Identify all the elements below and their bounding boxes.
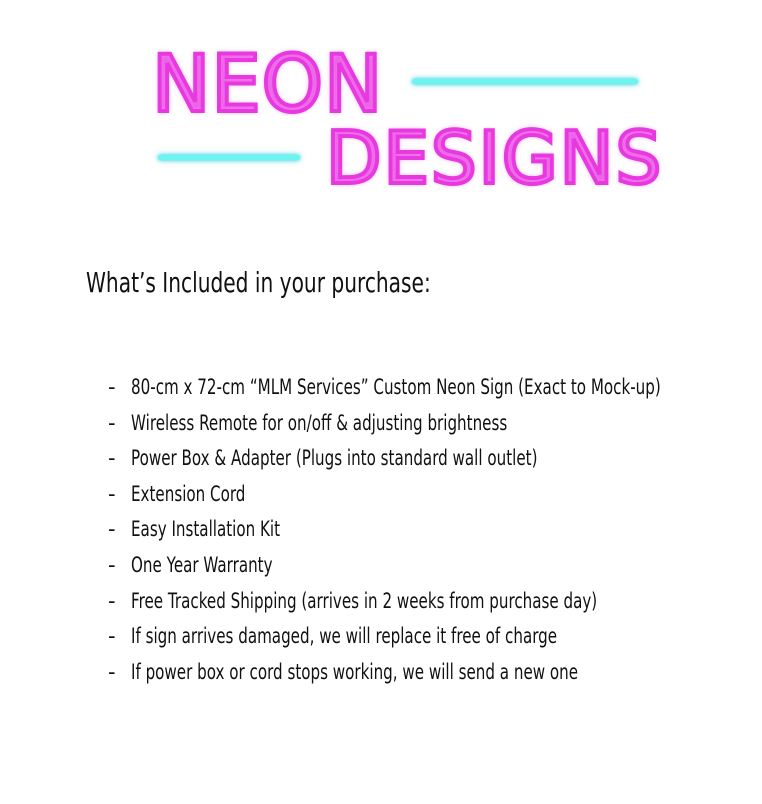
logo-word-designs: DESIGNS bbox=[326, 116, 664, 200]
bullet-dash: - bbox=[108, 410, 116, 435]
logo-neon-bar-bottom bbox=[158, 155, 300, 160]
included-items-list bbox=[108, 370, 728, 690]
logo-neon-bar-top bbox=[412, 79, 638, 84]
list-item-text: Extension Cord bbox=[131, 481, 246, 506]
list-item bbox=[108, 441, 728, 477]
list-item-text: Easy Installation Kit bbox=[131, 517, 281, 542]
page-heading: What’s Included in your purchase: bbox=[86, 266, 431, 299]
bullet-dash: - bbox=[108, 659, 116, 684]
bullet-dash: - bbox=[108, 588, 116, 613]
list-item bbox=[108, 655, 728, 691]
list-item bbox=[108, 370, 728, 406]
list-item bbox=[108, 512, 728, 548]
list-item bbox=[108, 548, 728, 584]
bullet-dash: - bbox=[108, 624, 116, 649]
list-item-text: 80-cm x 72-cm “MLM Services” Custom Neon Sign (Exact to Mock-up) bbox=[131, 375, 661, 399]
neon-designs-logo bbox=[150, 40, 664, 200]
list-item-text: If sign arrives damaged, we will replace it free of charge bbox=[131, 624, 558, 649]
bullet-dash: - bbox=[108, 481, 116, 506]
list-item-text: Wireless Remote for on/off & adjusting brightness bbox=[131, 410, 508, 435]
bullet-dash: - bbox=[108, 446, 116, 471]
bullet-dash: - bbox=[108, 552, 116, 577]
list-item-text: Free Tracked Shipping (arrives in 2 weeks from purchase day) bbox=[131, 588, 598, 613]
bullet-dash: - bbox=[108, 517, 116, 542]
list-item bbox=[108, 406, 728, 442]
list-item bbox=[108, 619, 728, 655]
list-item-text: One Year Warranty bbox=[131, 552, 273, 577]
list-item-text: If power box or cord stops working, we will send a new one bbox=[131, 659, 579, 684]
list-item-text: Power Box & Adapter (Plugs into standard wall outlet) bbox=[131, 446, 538, 471]
list-item bbox=[108, 477, 728, 513]
bullet-dash: - bbox=[108, 375, 116, 399]
list-item bbox=[108, 584, 728, 620]
logo-word-neon: NEON bbox=[152, 40, 384, 130]
